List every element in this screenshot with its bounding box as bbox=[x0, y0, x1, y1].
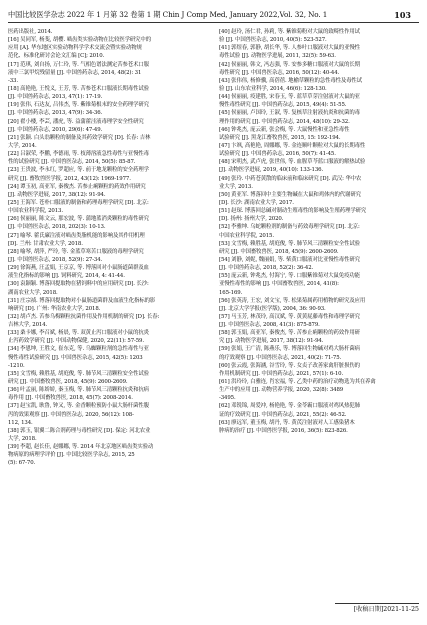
reference-line: 响研究 [D]. 广州: 华南农业大学, 2018. bbox=[8, 305, 101, 312]
running-header: 中国比较医学杂志 2022 年 1 月第 32 卷第 1 期 Chin J Comp Med, January 2022,Vol. 32, No. 1 bbox=[8, 10, 328, 19]
reference-line: 毒作用 [J]. 中国畜牧兽医, 2018, 45(7): 2008-2014. bbox=[8, 395, 133, 402]
reference-line: 验 [J]. 山东农业科学, 2014, 46(6): 128-130. bbox=[219, 85, 327, 92]
reference-line: [54] 刘静, 刘妮, 魏丽娟, 等. 柴黄口服液对比亚慢性毒性研究 bbox=[219, 256, 360, 263]
reference-line: 业大学, 2013. bbox=[219, 183, 253, 190]
reference-line: [J]. 中国兽医杂志, 2018, 202(3): 10-13. bbox=[8, 224, 106, 231]
reference-line: [60] 张云霞, 张海涵, 谷雪玲, 等. 女贞子改善家禽肝脏损伤的 bbox=[219, 362, 360, 369]
reference-line: [32] 胡卢杰. 苦参乌梅颗粒抗菌作用及作用机制的研究 [D]. 长春: bbox=[8, 313, 160, 320]
reference-line: [J]. 北京大学学报(医学版), 2004, 36: 90-93. bbox=[219, 305, 326, 312]
reference-line: 肿病的治疗 [J]. 中国兽医学报, 2016, 36(5): 823-826. bbox=[219, 427, 348, 434]
reference-line: 湖南农业大学, 2018. bbox=[8, 289, 58, 296]
reference-line: 毒性试验 [J]. 动物医学进展, 2011, 32(5): 59-63. bbox=[219, 53, 336, 60]
reference-line: 性的试验研究 [J]. 中国兽医杂志, 2014, 50(5): 85-87. bbox=[8, 159, 136, 166]
reference-line: [D]. 长沙: 湖南农业大学, 2017. bbox=[219, 199, 294, 206]
reference-line: 验 [J]. 中国兽医杂志, 2010, 40(5): 523-527. bbox=[219, 37, 327, 44]
reference-line: 止泻药效学研究 [J]. 中国动物保健, 2020, 22(11): 57-59. bbox=[8, 338, 144, 345]
reference-line: [22] 吕淑荣, 李鹏, 李德雨, 等. 枝薄溶液急性毒性与亚慢性毒 bbox=[8, 151, 149, 158]
reference-line: [34] 李恩坤, 王胜文, 崔东克, 等. 乌蜘颗粒剂的急性毒性与亚 bbox=[8, 346, 149, 353]
reference-line: 慢性毒性研究 [J]. 中国兽药杂志, 2015, 49(4): 51-55. bbox=[219, 102, 347, 109]
reference-line: [45] 侯丽丽, 卢国玲, 王淑, 等. 复核草注射液抗炎和抗菌的毒 bbox=[219, 110, 360, 117]
reference-line: [39] 李超, 赵长佳, 赵娜娜, 等. 2014 年北京地区啮齿类实验动 bbox=[8, 444, 154, 451]
reference-line: [25] 王海军. 苍朴口服液的制备和药理毒理学研究 [D]. 北京: bbox=[8, 199, 149, 206]
reference-line: 应用 [A]. 华东地区实验动物科学学术交流会暨实验动物规 bbox=[8, 45, 142, 52]
reference-line: -33. bbox=[8, 77, 18, 84]
references-left-column bbox=[8, 28, 208, 468]
reference-line: [40] 赵玲, 汤仁君, 孙莉, 等. 紫锥菊粉对大鼠的致畸性作用试 bbox=[219, 29, 360, 35]
reference-line: [59] 张娟, 王广清, 陈燕乐, 等. 博落回生物碱对鸡大肠杆菌病 bbox=[219, 346, 360, 353]
reference-line: 试验研究 [J]. 中国兽药杂志, 2016, 50(7): 41-45. bbox=[219, 151, 336, 158]
reference-line: [57] 马玉芳, 林茂玲, 高汉斌, 等. 黄黄屁藤毒性和毒理学研究 bbox=[219, 313, 360, 320]
reference-line: [J]. 中国兽药杂志, 2018, 52(2): 36-42. bbox=[219, 265, 314, 272]
reference-line: [41] 郭煜春, 郭静, 胡长华, 等. 人参叶口服液对大鼠的亚慢性 bbox=[219, 45, 360, 52]
reference-line: 研究 [J]. 中国畜牧兽医, 2018, 45(9): 2600-2609. bbox=[8, 379, 128, 386]
reference-line: [30] 袁颖颖. 博落回提取物在猪饲料中的应用研究 [D]. 长沙: bbox=[8, 281, 149, 288]
reference-line: 泻的效果观察 [J]. 中国兽医杂志, 2020, 56(12): 108- bbox=[8, 411, 134, 418]
reference-line: [17] 范琪, 刘自扬, 万仁玲, 等. 气相色谱法测定苦参苍术口服 bbox=[8, 61, 149, 68]
reference-line: [24] 谭玉初, 高亚军, 秦俊杰. 苦参止痢颗粒的药效作用研究 bbox=[8, 183, 146, 190]
reference-line: [62] 邓锐锦, 周爱冲, 杨艳艳, 等. 金苓霸口服液对鸡风热犯肺 bbox=[219, 403, 360, 410]
reference-line: -3495. bbox=[219, 395, 236, 402]
reference-line: 中国农业科学院, 2013. bbox=[8, 208, 63, 215]
reference-line: [21] 张颖. 白头翁颗粒的制备及其药效学研究 [D]. 长春: 吉林 bbox=[8, 134, 151, 141]
reference-line: 的疗效观察 [J]. 中国兽医杂志, 2021, 40(2): 71-75. bbox=[219, 354, 342, 361]
reference-line: 物病原的病理学评价 [J]. 中国比较医学杂志, 2015, 25 bbox=[8, 452, 135, 459]
reference-line: [53] 文雪梅, 赖胜基, 胡庭俊, 等. 肺节风三清颗粒安全性试验 bbox=[219, 240, 360, 247]
reference-line: [23] 王贵波, 李永红, 罗超应, 等. 前于地龙颗粒的安全药理学 bbox=[8, 167, 149, 174]
reference-line: [58] 郭玉娟, 高亚军, 秦俊杰, 等. 苦参止痢颗粒的药效作用研 bbox=[219, 330, 360, 337]
reference-line: 医药出版社, 2014. bbox=[8, 29, 53, 35]
references-right-column bbox=[219, 28, 419, 435]
reference-line: 液生化指标的影响 [J]. 饲料研究, 2014, 4: 41-44. bbox=[8, 273, 125, 280]
reference-line: [J]. 中国兽药杂志, 2010, 29(6): 47-49. bbox=[8, 126, 103, 133]
reference-line: [J]. 中国兽药杂志, 2013, 47(1): 17-19. bbox=[8, 94, 103, 101]
reference-line: [50] 黄亚军. 博落回中主要生物碱在大鼠和鸡体内的代谢研究 bbox=[219, 191, 361, 198]
reference-line: [J]. 中国兽药杂志, 2013, 47(9): 34-36. bbox=[8, 110, 103, 117]
header-rule bbox=[8, 22, 419, 23]
reference-line: 吉林大学, 2014. bbox=[8, 322, 48, 329]
reference-line: [J]. 动物医学进展, 2017, 38(12): 91-94. bbox=[8, 191, 106, 198]
reference-line: [31] 庄宗祯. 博落回提取物对小鼠肠道菌群及血液生化指标的影 bbox=[8, 297, 156, 304]
reference-line: 中国农业科学院, 2015. bbox=[219, 232, 274, 239]
reference-line: 毒性研究 [J]. 中国兽医杂志, 2016, 50(12): 40-44. bbox=[219, 69, 340, 76]
reference-line: [18] 高艳艳, 王悦义, 王芳, 等. 苦参苍术口服液长期毒性试验 bbox=[8, 85, 149, 92]
reference-line: [20] 翟小楼, 李芸, 潘虎, 等. 益蒲藿洼液毒理学安全性研究 bbox=[8, 118, 144, 125]
reference-line: [J]. 中国兽医杂志, 2008, 41(3): 875-879. bbox=[219, 322, 320, 329]
reference-line: 亚慢性毒性的影响 [J]. 中国畜牧兽医, 2014, 41(8): bbox=[219, 281, 339, 288]
reference-line: 试验研究 [J]. 黑龙江畜牧兽医, 2015, 15: 192-194. bbox=[219, 134, 341, 141]
reference-line: [38] 郭玉, 银翼二陈合剂药理与毒性研究 [D]. 保定: 河北农业 bbox=[8, 427, 151, 434]
reference-line: [19] 张伟, 石达友, 吕伟杰, 等. 紫锥菊根末的安全药理学研究 bbox=[8, 102, 149, 109]
reference-line: [46] 钟兆杰, 庞云新, 张会梅, 等. 大鼠慢性和亚急性毒性 bbox=[219, 126, 350, 133]
journal-header bbox=[8, 9, 419, 21]
reference-line: [J]. 动物医学进展, 2019, 40(10): 133-136. bbox=[219, 167, 324, 174]
reference-line: 作用机制研究 [J]. 中国兽药杂志, 2021, 57(1): 6-10. bbox=[219, 370, 344, 377]
reference-line: [26] 侯丽丽, 陈文云, 那宏波, 等. 蒲地蓝消炎颗粒的毒性研究 bbox=[8, 216, 149, 223]
reference-line: [51] 赵琛. 博落回总碱对制动生殖毒性的影响及生殖药理学研究 bbox=[219, 208, 367, 215]
reference-line: 大学, 2018. bbox=[8, 436, 37, 443]
reference-line: 大学, 2014. bbox=[8, 142, 37, 149]
reference-line: [16] 吴同军, 杨斐, 胡樱. 啮齿类实验动物在比较医学研究中的 bbox=[8, 37, 151, 44]
reference-line: [48] 宋明杰, 武卢虎, 张世伟, 等. 血腥草芩蓝口服液的解热试验 bbox=[219, 159, 366, 166]
reference-line: [52] 李雅坤. 乌蛇颗粒剂的制备与药效毒理学研究 [D]. 北京: bbox=[219, 224, 360, 231]
reference-line: [44] 侯丽丽, 疫建胜, 宋春玉, 等. 蓝草草芽注射液对大鼠的亚 bbox=[219, 94, 360, 101]
reference-line: 证的疗效研究 [J]. 中国兽药杂志, 2021, 55(2): 46-52. bbox=[219, 411, 347, 418]
reference-line: [43] 张伟伟, 杨修骥, 高蓓蓓. 地榆草颗粒的急性毒性及毒性试 bbox=[219, 77, 362, 84]
reference-line: [D]. 兰州: 甘肃农业大学, 2018. bbox=[8, 240, 83, 247]
reference-line: 究 [J]. 动物医学进展, 2017, 38(12): 91-94. bbox=[219, 338, 324, 345]
reference-line: [61] 洪玲玲, 白雅连, 肖宏福, 等. 乙类中药的治疗动物选为其在养禽 bbox=[219, 379, 376, 386]
reference-line: [42] 侯丽丽, 韩文, 冯志强, 等. 安参多糖口服液对大鼠的长期 bbox=[219, 61, 360, 68]
reference-line: [29] 徐海燕, 汪孟娟, 王京京, 等. 博落回对小鼠肠道菌群及血 bbox=[8, 265, 149, 272]
reference-line: 液中三氯甲烷残留量 [J]. 中国兽药杂志, 2014, 48(2): 31 bbox=[8, 69, 142, 76]
reference-line: [63] 廖远军, 董玉梅, 胡丹, 等. 黄芪注射液对人工感染猪木 bbox=[219, 419, 355, 426]
reference-line: [D]. 扬州: 扬州大学, 2020. bbox=[219, 216, 284, 223]
reference-line: [27] 喻琴. 藿氏廉注液对啮齿类脂机能的影响及其作用机理 bbox=[8, 232, 145, 239]
reference-line: -1210. bbox=[8, 362, 25, 369]
reference-line: [37] 赵宝凯, 耿鲁, 钟又, 等. 金香颗粒预防小鼠大肠杆菌性腹 bbox=[8, 403, 149, 410]
reference-line: 范化、标准化研讨会论文汇编 [C]; 2010. bbox=[8, 53, 105, 60]
reference-line: 165-169. bbox=[219, 289, 243, 296]
reference-line: [33] 桑卡娜, 李召斌, 杨晨, 等. 双黄止泻口服液对小鼠的抗炎 bbox=[8, 330, 149, 337]
reference-line: [35] 文雪梅, 赖胜基, 胡庭俊, 等. 肺节风三清颗粒安全性试验 bbox=[8, 370, 149, 377]
received-date: [收稿日期]2021-11-25 bbox=[335, 603, 419, 614]
page-number: 103 bbox=[394, 10, 411, 20]
reference-line: 研究 [J]. 畜牧兽医学报, 2012, 43(12): 1969-1977. bbox=[8, 175, 131, 182]
reference-line: [28] 喻琴, 胡萍, 严玲, 等. 金蓝草寒苦口服液的毒理学研究 bbox=[8, 248, 144, 255]
reference-line: 112, 134. bbox=[8, 419, 33, 426]
reference-line: [55] 庞云新, 钟兆杰, 付海宁, 等. 口服紫锥菊对大鼠免疫功能 bbox=[219, 273, 360, 280]
reference-line: 研究 [J]. 中国畜牧兽医, 2018, 45(9): 2600-2609. bbox=[219, 248, 339, 255]
reference-line: 生产中的应用 [J]. 动物营养学报, 2020, 32(8): 3489 bbox=[219, 387, 344, 394]
reference-line: 理作用的研究 [J]. 中国兽药杂志, 2014, 48(10): 29-32. bbox=[219, 118, 350, 125]
reference-line: [J]. 中国兽医杂志, 2018, 52(9): 27-34. bbox=[8, 256, 103, 263]
reference-line: 慢性毒性试验研究 [J]. 中国兽医杂志, 2015, 42(5): 1203 bbox=[8, 354, 143, 361]
reference-line: [47] 卞飒, 高艳艳, 周娜娜, 等. 金连顺叶颗粒对大鼠的长期毒性 bbox=[219, 142, 366, 149]
reference-line: (5): 67-70. bbox=[8, 460, 36, 467]
reference-line: [56] 张英涛, 王宏, 刘文宝, 等. 松果菊属药用植物的研究及应用 bbox=[219, 297, 366, 304]
reference-line: [49] 张玲. 中药苍黄散的临床前和临床研究 [D]. 武汉: 华中农 bbox=[219, 175, 362, 182]
reference-line: [36] 叶孟丽, 陈娇娇, 秦玉梅, 等. 肺节风三清颗粒抗炎和抗病 bbox=[8, 387, 149, 394]
